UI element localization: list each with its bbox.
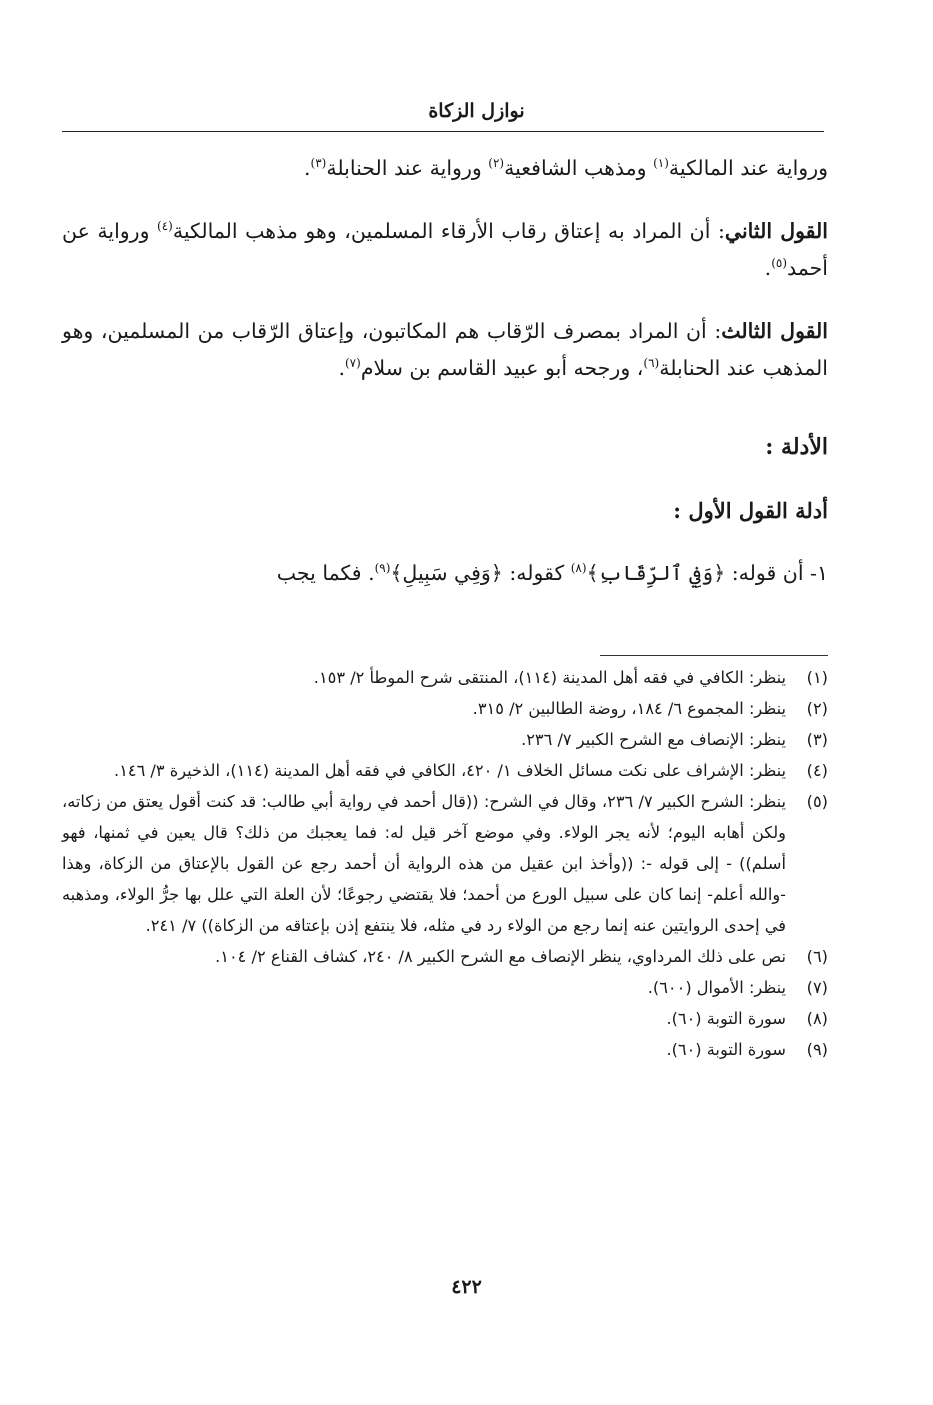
text-run: . bbox=[304, 156, 311, 180]
footnote-ref[interactable]: (٥) bbox=[771, 256, 788, 271]
footnote-ref[interactable]: (٤) bbox=[157, 219, 173, 234]
footnote bbox=[62, 1034, 828, 1065]
term-third-opinion: القول الثالث bbox=[721, 319, 828, 343]
footnote bbox=[62, 941, 828, 972]
text-run: ومذهب الشافعية bbox=[504, 156, 654, 180]
footnote-ref[interactable]: (٣) bbox=[310, 156, 327, 171]
footnote bbox=[62, 1003, 828, 1034]
footnote bbox=[62, 662, 828, 693]
text-run: ورواية عن أحمد bbox=[62, 219, 828, 280]
footnote-number: (٥) bbox=[806, 792, 828, 811]
text-run: . bbox=[764, 256, 772, 280]
footnote-ref[interactable]: (٢) bbox=[488, 156, 505, 171]
text-run: . فكما يجب bbox=[276, 561, 375, 585]
quran-quote: ﴿وَفِي ٱلرِّقَابِ﴾ bbox=[586, 561, 726, 585]
quran-quote: ﴿وَفِي سَبِيلِ﴾ bbox=[390, 561, 503, 585]
footnote-number: (٣) bbox=[806, 730, 828, 749]
footnote bbox=[62, 972, 828, 1003]
text-run: ورواية عند المالكية bbox=[668, 156, 828, 180]
footnote-number: (٧) bbox=[806, 978, 828, 997]
footnote-text: ينظر: الشرح الكبير ٧/ ٢٣٦، وقال في الشرح: ((قال أحمد في رواية أبي طالب: قد كنت أقول يعتق من زكاته، ولكن أهابه اليوم؛ لأنه يجر الولاء. وفي موضع آخر قيل له: فما يعجبك من ذلك؟ قال يعين في ثمنها، فهو أسلم)) - إلى قوله -: ((وأخذ ابن عقيل من هذه الرواية أن أحمد رجع عن القول بالإعتاق من الزكاة، وهذا -والله أعلم- إنما كان على سبيل الورع من أحمد؛ فلا يقتضي رجوعًا؛ لأن العلة التي علل بها جرُّ الولاء، ومذهبه في إحدى الروايتين عنه إنما رجع من الولاء رد في مثله، فلا ينتفع إذن بإعتاقه من الزكاة)) ٧/ ٢٤١. bbox=[62, 792, 787, 935]
footnote-number: (٩) bbox=[806, 1040, 828, 1059]
footnote-ref[interactable]: (١) bbox=[653, 156, 669, 171]
footnote bbox=[62, 786, 828, 941]
text-run: ١- أن قوله: bbox=[725, 561, 828, 585]
footnote-text: ينظر: الكافي في فقه أهل المدينة (١١٤)، المنتقى شرح الموطأ ٢/ ١٥٣. bbox=[313, 668, 786, 687]
footnote-text: ينظر: المجموع ٦/ ١٨٤، روضة الطالبين ٢/ ٣١٥. bbox=[472, 699, 786, 718]
footnote-ref[interactable]: (٩) bbox=[374, 561, 391, 576]
paragraph-1 bbox=[62, 150, 828, 187]
footnote-ref[interactable]: (٨) bbox=[570, 561, 587, 576]
main-text bbox=[62, 150, 828, 592]
footnote-text: سورة التوبة (٦٠). bbox=[666, 1009, 786, 1028]
footnote-number: (٨) bbox=[806, 1009, 828, 1028]
footnote-text: نص على ذلك المرداوي، ينظر الإنصاف مع الشرح الكبير ٨/ ٢٤٠، كشاف القناع ٢/ ١٠٤. bbox=[215, 947, 786, 966]
text-run: . bbox=[338, 356, 345, 380]
header-rule bbox=[62, 131, 824, 132]
footnote-text: سورة التوبة (٦٠). bbox=[666, 1040, 786, 1059]
footnote bbox=[62, 693, 828, 724]
footnote-ref[interactable]: (٧) bbox=[344, 356, 361, 371]
footnotes bbox=[62, 662, 828, 1065]
paragraph-4 bbox=[62, 555, 828, 592]
footnote bbox=[62, 724, 828, 755]
footnote-number: (٢) bbox=[806, 699, 828, 718]
term-second-opinion: القول الثاني bbox=[724, 219, 828, 243]
footnote-text: ينظر: الإشراف على نكت مسائل الخلاف ١/ ٤٢٠، الكافي في فقه أهل المدينة (١١٤)، الذخيرة ٣/ ١٤٦. bbox=[114, 761, 786, 780]
text-run: كقوله: bbox=[502, 561, 571, 585]
section-heading: الأدلة : bbox=[765, 434, 828, 460]
footnote-ref[interactable]: (٦) bbox=[643, 356, 660, 371]
page-number: ٤٢٢ bbox=[451, 1276, 482, 1298]
text-run: ورواية عند الحنابلة bbox=[326, 156, 489, 180]
paragraph-2 bbox=[62, 213, 828, 287]
footnote-number: (٦) bbox=[806, 947, 828, 966]
subsection-heading: أدلة القول الأول : bbox=[673, 498, 828, 523]
text-run: : أن المراد به إعتاق رقاب الأرقاء المسلمين، وهو مذهب المالكية bbox=[172, 219, 725, 243]
footnote-rule bbox=[600, 655, 828, 656]
paragraph-3 bbox=[62, 313, 828, 387]
footnote-number: (٤) bbox=[806, 761, 828, 780]
text-run: ، ورجحه أبو عبيد القاسم بن سلام bbox=[360, 356, 644, 380]
footnote-text: ينظر: الأموال (٦٠٠). bbox=[647, 978, 786, 997]
footnote bbox=[62, 755, 828, 786]
running-header: نوازل الزكاة bbox=[428, 100, 525, 122]
text-run: : أن المراد بمصرف الرّقاب هم المكاتبون، وإعتاق الرّقاب من المسلمين، وهو المذهب عند الحنابلة bbox=[62, 319, 828, 380]
footnote-number: (١) bbox=[806, 668, 828, 687]
footnote-text: ينظر: الإنصاف مع الشرح الكبير ٧/ ٢٣٦. bbox=[521, 730, 786, 749]
